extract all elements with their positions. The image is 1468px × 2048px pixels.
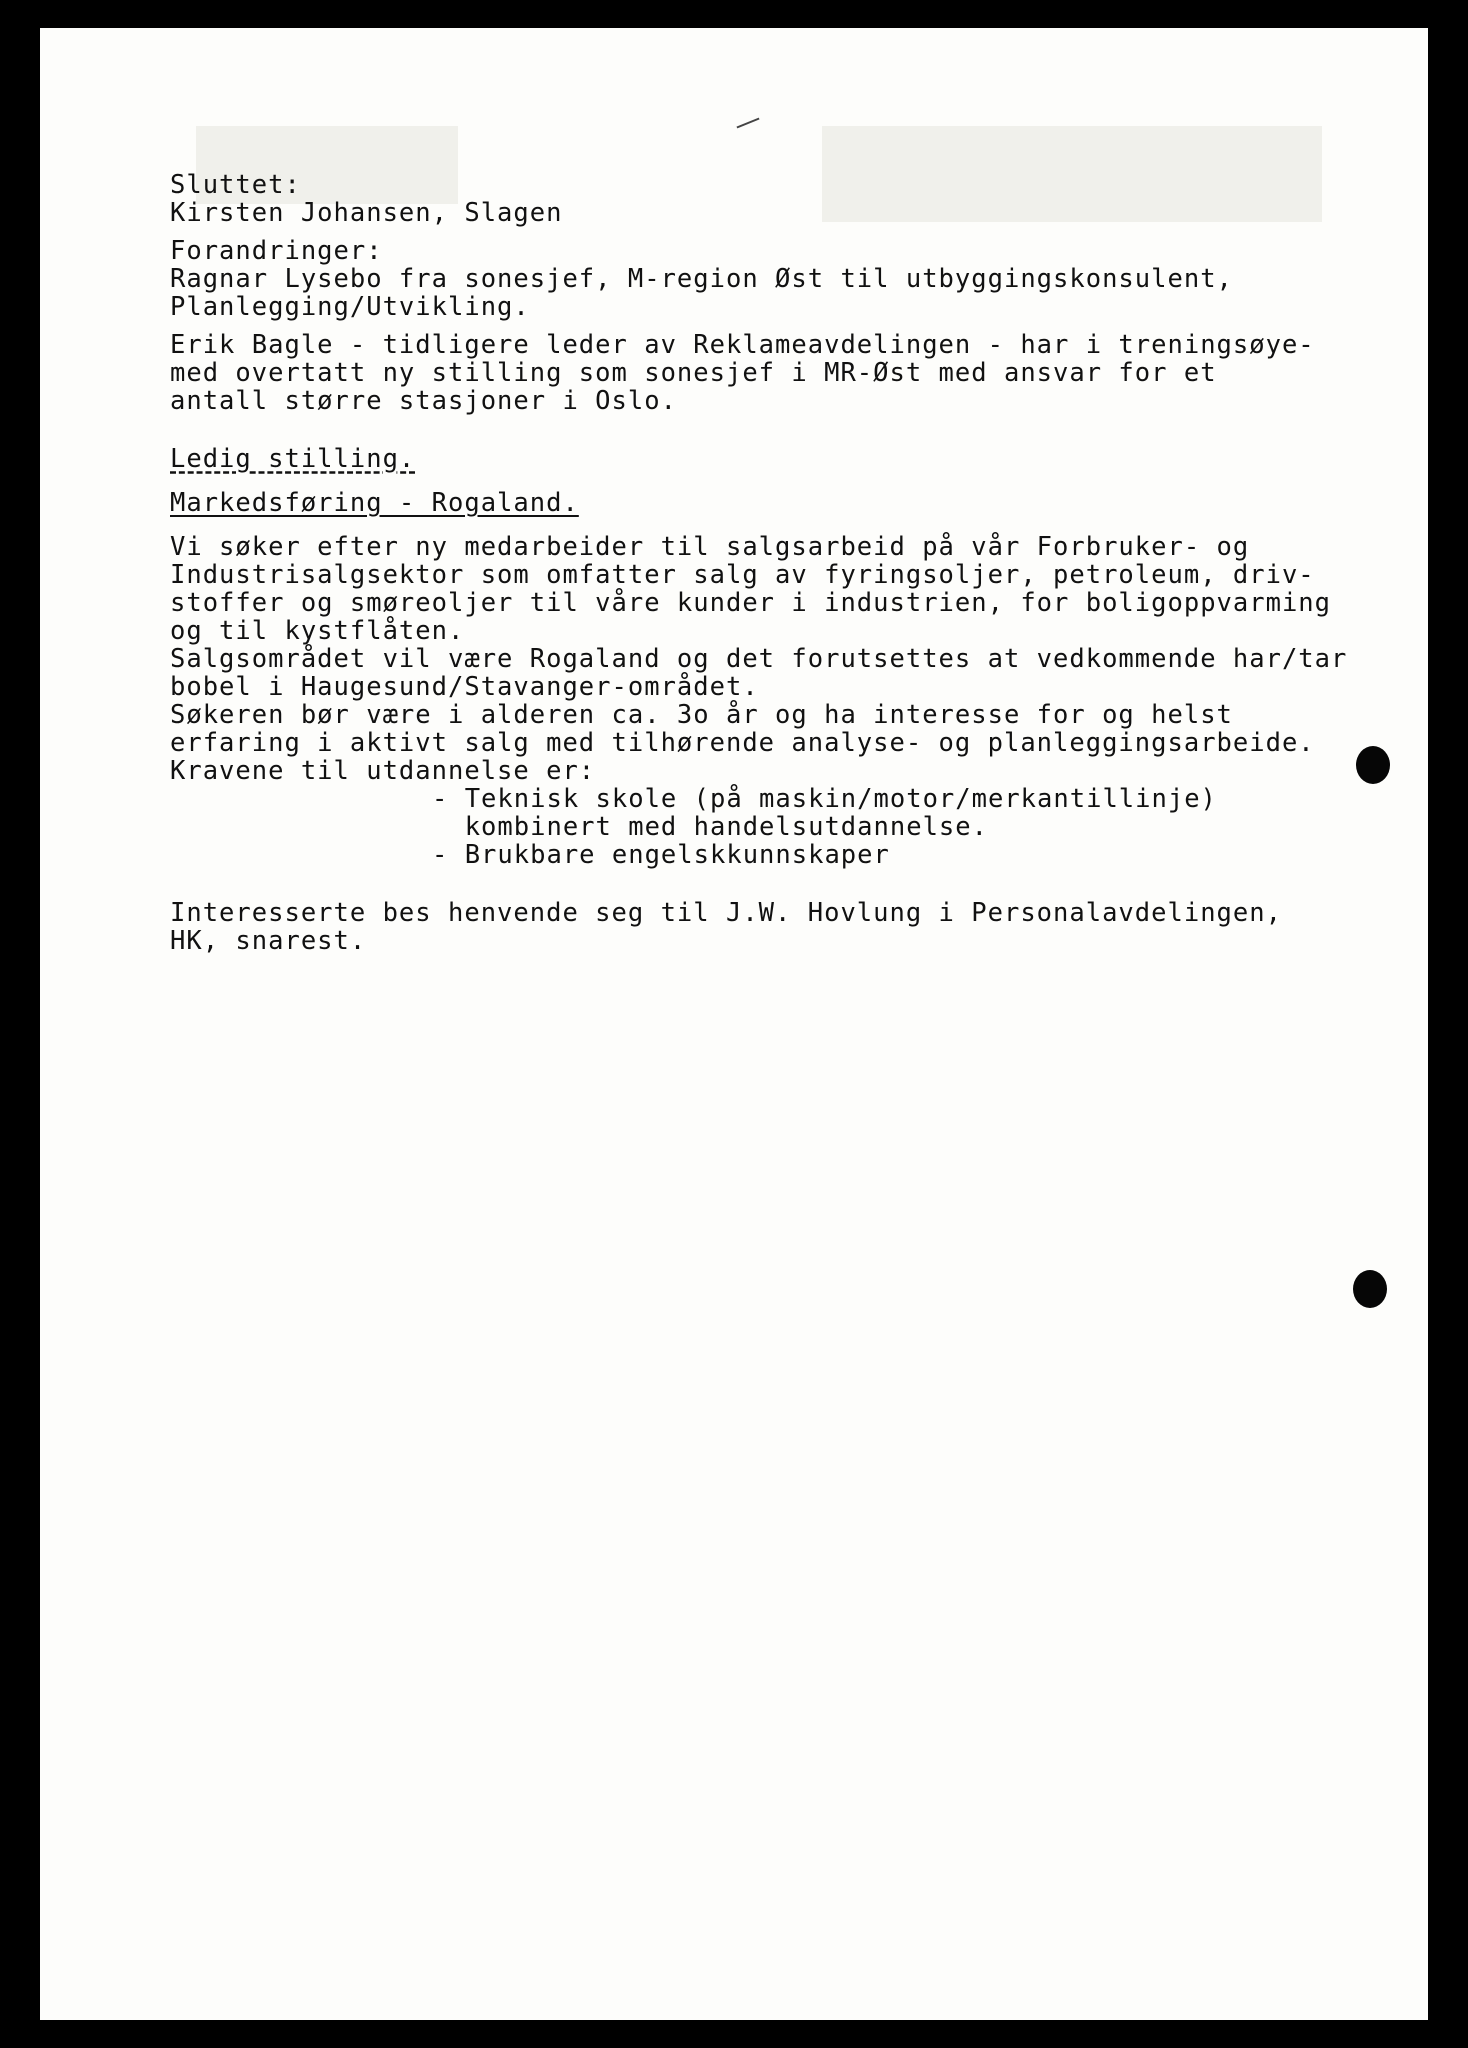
forandringer-heading: Forandringer: bbox=[170, 236, 383, 266]
ledig-body-line: Salgsområdet vil være Rogaland og det forutsettes at vedkommende har/tar bbox=[170, 644, 1348, 674]
ledig-body-line: Søkeren bør være i alderen ca. 3o år og ha interesse for og helst bbox=[170, 700, 1233, 730]
document-page bbox=[40, 28, 1428, 2020]
ledig-body-line: stoffer og smøreoljer til våre kunder i industrien, for boligoppvarming bbox=[170, 588, 1332, 618]
requirement-item: - Brukbare engelskkunnskaper bbox=[432, 840, 890, 870]
forandringer-line: Ragnar Lysebo fra sonesjef, M-region Øst til utbyggingskonsulent, bbox=[170, 264, 1233, 294]
document-text bbox=[170, 171, 1410, 955]
ledig-body-line: Vi søker efter ny medarbeider til salgsarbeid på vår Forbruker- og bbox=[170, 532, 1250, 562]
sluttet-line: Kirsten Johansen, Slagen bbox=[170, 198, 563, 228]
ledig-body-line: Industrisalgsektor som omfatter salg av fyringsoljer, petroleum, driv- bbox=[170, 560, 1315, 590]
forandringer-paragraph-line: med overtatt ny stilling som sonesjef i MR-Øst med ansvar for et bbox=[170, 358, 1217, 388]
punch-hole bbox=[1353, 1270, 1387, 1308]
pen-mark bbox=[736, 118, 759, 129]
sluttet-heading: Sluttet: bbox=[170, 170, 301, 200]
forandringer-paragraph-line: Erik Bagle - tidligere leder av Reklameavdelingen - har i treningsøye- bbox=[170, 330, 1315, 360]
closing-line: Interesserte bes henvende seg til J.W. Hovlung i Personalavdelingen, bbox=[170, 898, 1282, 928]
requirement-item: kombinert med handelsutdannelse. bbox=[432, 812, 988, 842]
ledig-subheading: Markedsføring - Rogaland. bbox=[170, 488, 579, 518]
forandringer-line: Planlegging/Utvikling. bbox=[170, 292, 530, 322]
ledig-body-line: og til kystflåten. bbox=[170, 616, 465, 646]
ledig-body-line: erfaring i aktivt salg med tilhørende analyse- og planleggingsarbeide. bbox=[170, 728, 1315, 758]
ledig-body-line: Kravene til utdannelse er: bbox=[170, 756, 596, 786]
ledig-heading: Ledig stilling. bbox=[170, 444, 416, 474]
ledig-body-line: bobel i Haugesund/Stavanger-området. bbox=[170, 672, 759, 702]
requirement-item: - Teknisk skole (på maskin/motor/merkantillinje) bbox=[432, 784, 1217, 814]
forandringer-paragraph-line: antall større stasjoner i Oslo. bbox=[170, 386, 677, 416]
closing-line: HK, snarest. bbox=[170, 926, 367, 956]
